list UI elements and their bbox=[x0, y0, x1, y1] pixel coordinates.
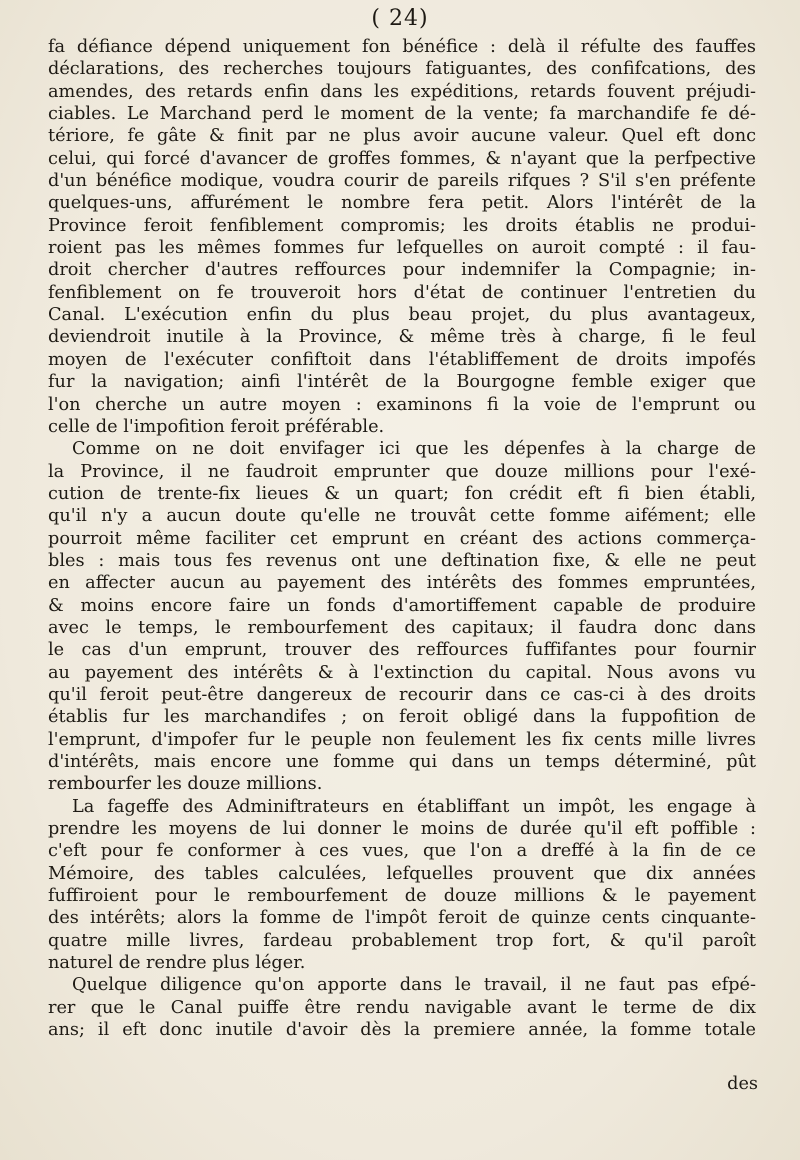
text-line: qu'il feroit peut-être dangereux de recourir dans ce cas-ci à des droits bbox=[48, 684, 756, 705]
text-line: en affecter aucun au payement des intérêts des fommes empruntées, bbox=[48, 573, 756, 594]
text-line: avec le temps, le rembourfement des capitaux; il faudra donc dans bbox=[48, 617, 756, 638]
text-line: deviendroit inutile à la Province, & même très à charge, fi le feul bbox=[48, 327, 756, 348]
text-line: Canal. L'exécution enfin du plus beau projet, du plus avantageux, bbox=[48, 305, 756, 326]
text-line: le cas d'un emprunt, trouver des reffources fuffifantes pour fournir bbox=[48, 640, 756, 661]
text-line: celui, qui forcé d'avancer de groffes fommes, & n'ayant que la perfpective bbox=[48, 148, 756, 169]
text-line: pourroit même faciliter cet emprunt en créant des actions commerça- bbox=[48, 528, 756, 549]
text-line: naturel de rendre plus léger. bbox=[48, 953, 306, 974]
text-line: ans; il eft donc inutile d'avoir dès la premiere année, la fomme totale bbox=[48, 1020, 756, 1041]
text-line: des intérêts; alors la fomme de l'impôt feroit de quinze cents cinquante- bbox=[48, 908, 756, 929]
text-line: tériore, fe gâte & finit par ne plus avoir aucune valeur. Quel eft donc bbox=[48, 126, 756, 147]
text-line: déclarations, des recherches toujours fatiguantes, des confifcations, des bbox=[48, 59, 756, 80]
text-line: Province feroit fenfiblement compromis; les droits établis ne produi- bbox=[48, 215, 756, 236]
text-line: d'un bénéfice modique, voudra courir de pareils rifques ? S'il s'en préfente bbox=[48, 171, 756, 192]
text-line: l'on cherche un autre moyen : examinons fi la voie de l'emprunt ou bbox=[48, 394, 756, 415]
text-line: quelques-uns, affurément le nombre fera petit. Alors l'intérêt de la bbox=[48, 193, 756, 214]
text-line: celle de l'impofition feroit préférable. bbox=[48, 416, 385, 437]
text-line: rembourfer les douze millions. bbox=[48, 774, 323, 795]
text-line: La fageffe des Adminiftrateurs en établiffant un impôt, les engage à bbox=[72, 796, 756, 817]
text-line: bles : mais tous fes revenus ont une deftination fixe, & elle ne peut bbox=[48, 550, 756, 571]
text-line: rer que le Canal puiffe être rendu navigable avant le terme de dix bbox=[48, 997, 756, 1018]
text-line: au payement des intérêts & à l'extinction du capital. Nous avons vu bbox=[48, 662, 756, 683]
body-text bbox=[48, 36, 756, 1041]
page-number: ( 24) bbox=[371, 6, 429, 31]
text-line: cution de trente-fix lieues & un quart; fon crédit eft fi bien établi, bbox=[48, 483, 756, 504]
text-line: établis fur les marchandifes ; on feroit obligé dans la fuppofition de bbox=[48, 707, 756, 728]
text-line: fur la navigation; ainfi l'intérêt de la Bourgogne femble exiger que bbox=[48, 372, 756, 393]
text-line: qu'il n'y a aucun doute qu'elle ne trouvât cette fomme aifément; elle bbox=[48, 506, 756, 527]
text-line: Mémoire, des tables calculées, lefquelles prouvent que dix années bbox=[48, 863, 756, 884]
text-line: fa défiance dépend uniquement fon bénéfice : delà il réfulte des fauffes bbox=[48, 37, 756, 57]
text-line: la Province, il ne faudroit emprunter que douze millions pour l'exé- bbox=[48, 461, 756, 482]
text-line: amendes, des retards enfin dans les expéditions, retards fouvent préjudi- bbox=[48, 81, 756, 102]
text-line: fuffiroient pour le rembourfement de douze millions & le payement bbox=[48, 886, 756, 907]
text-line: c'eft pour fe conformer à ces vues, que l'on a dreffé à la fin de ce bbox=[48, 841, 756, 862]
text-line: ciables. Le Marchand perd le moment de la vente; fa marchandife fe dé- bbox=[48, 104, 756, 125]
text-line: roient pas les mêmes fommes fur lefquelles on auroit compté : il fau- bbox=[48, 238, 756, 259]
text-line: moyen de l'exécuter confiftoit dans l'établiffement de droits impofés bbox=[48, 349, 756, 370]
text-line: & moins encore faire un fonds d'amortiffement capable de produire bbox=[48, 595, 756, 616]
text-line: Quelque diligence qu'on apporte dans le travail, il ne faut pas efpé- bbox=[72, 975, 756, 996]
text-line: prendre les moyens de lui donner le moins de durée qu'il eft poffible : bbox=[48, 819, 756, 840]
text-line: Comme on ne doit envifager ici que les dépenfes à la charge de bbox=[72, 439, 756, 460]
text-line: droit chercher d'autres reffources pour indemnifer la Compagnie; in- bbox=[48, 260, 756, 281]
catchword: des bbox=[727, 1074, 758, 1094]
text-line: d'intérêts, mais encore une fomme qui dans un temps déterminé, pût bbox=[48, 752, 756, 772]
text-line: fenfiblement on fe trouveroit hors d'état de continuer l'entretien du bbox=[48, 282, 756, 303]
text-line: l'emprunt, d'impofer fur le peuple non feulement les fix cents mille livres bbox=[48, 729, 756, 750]
text-line: quatre mille livres, fardeau probablement trop fort, & qu'il paroît bbox=[48, 930, 756, 951]
